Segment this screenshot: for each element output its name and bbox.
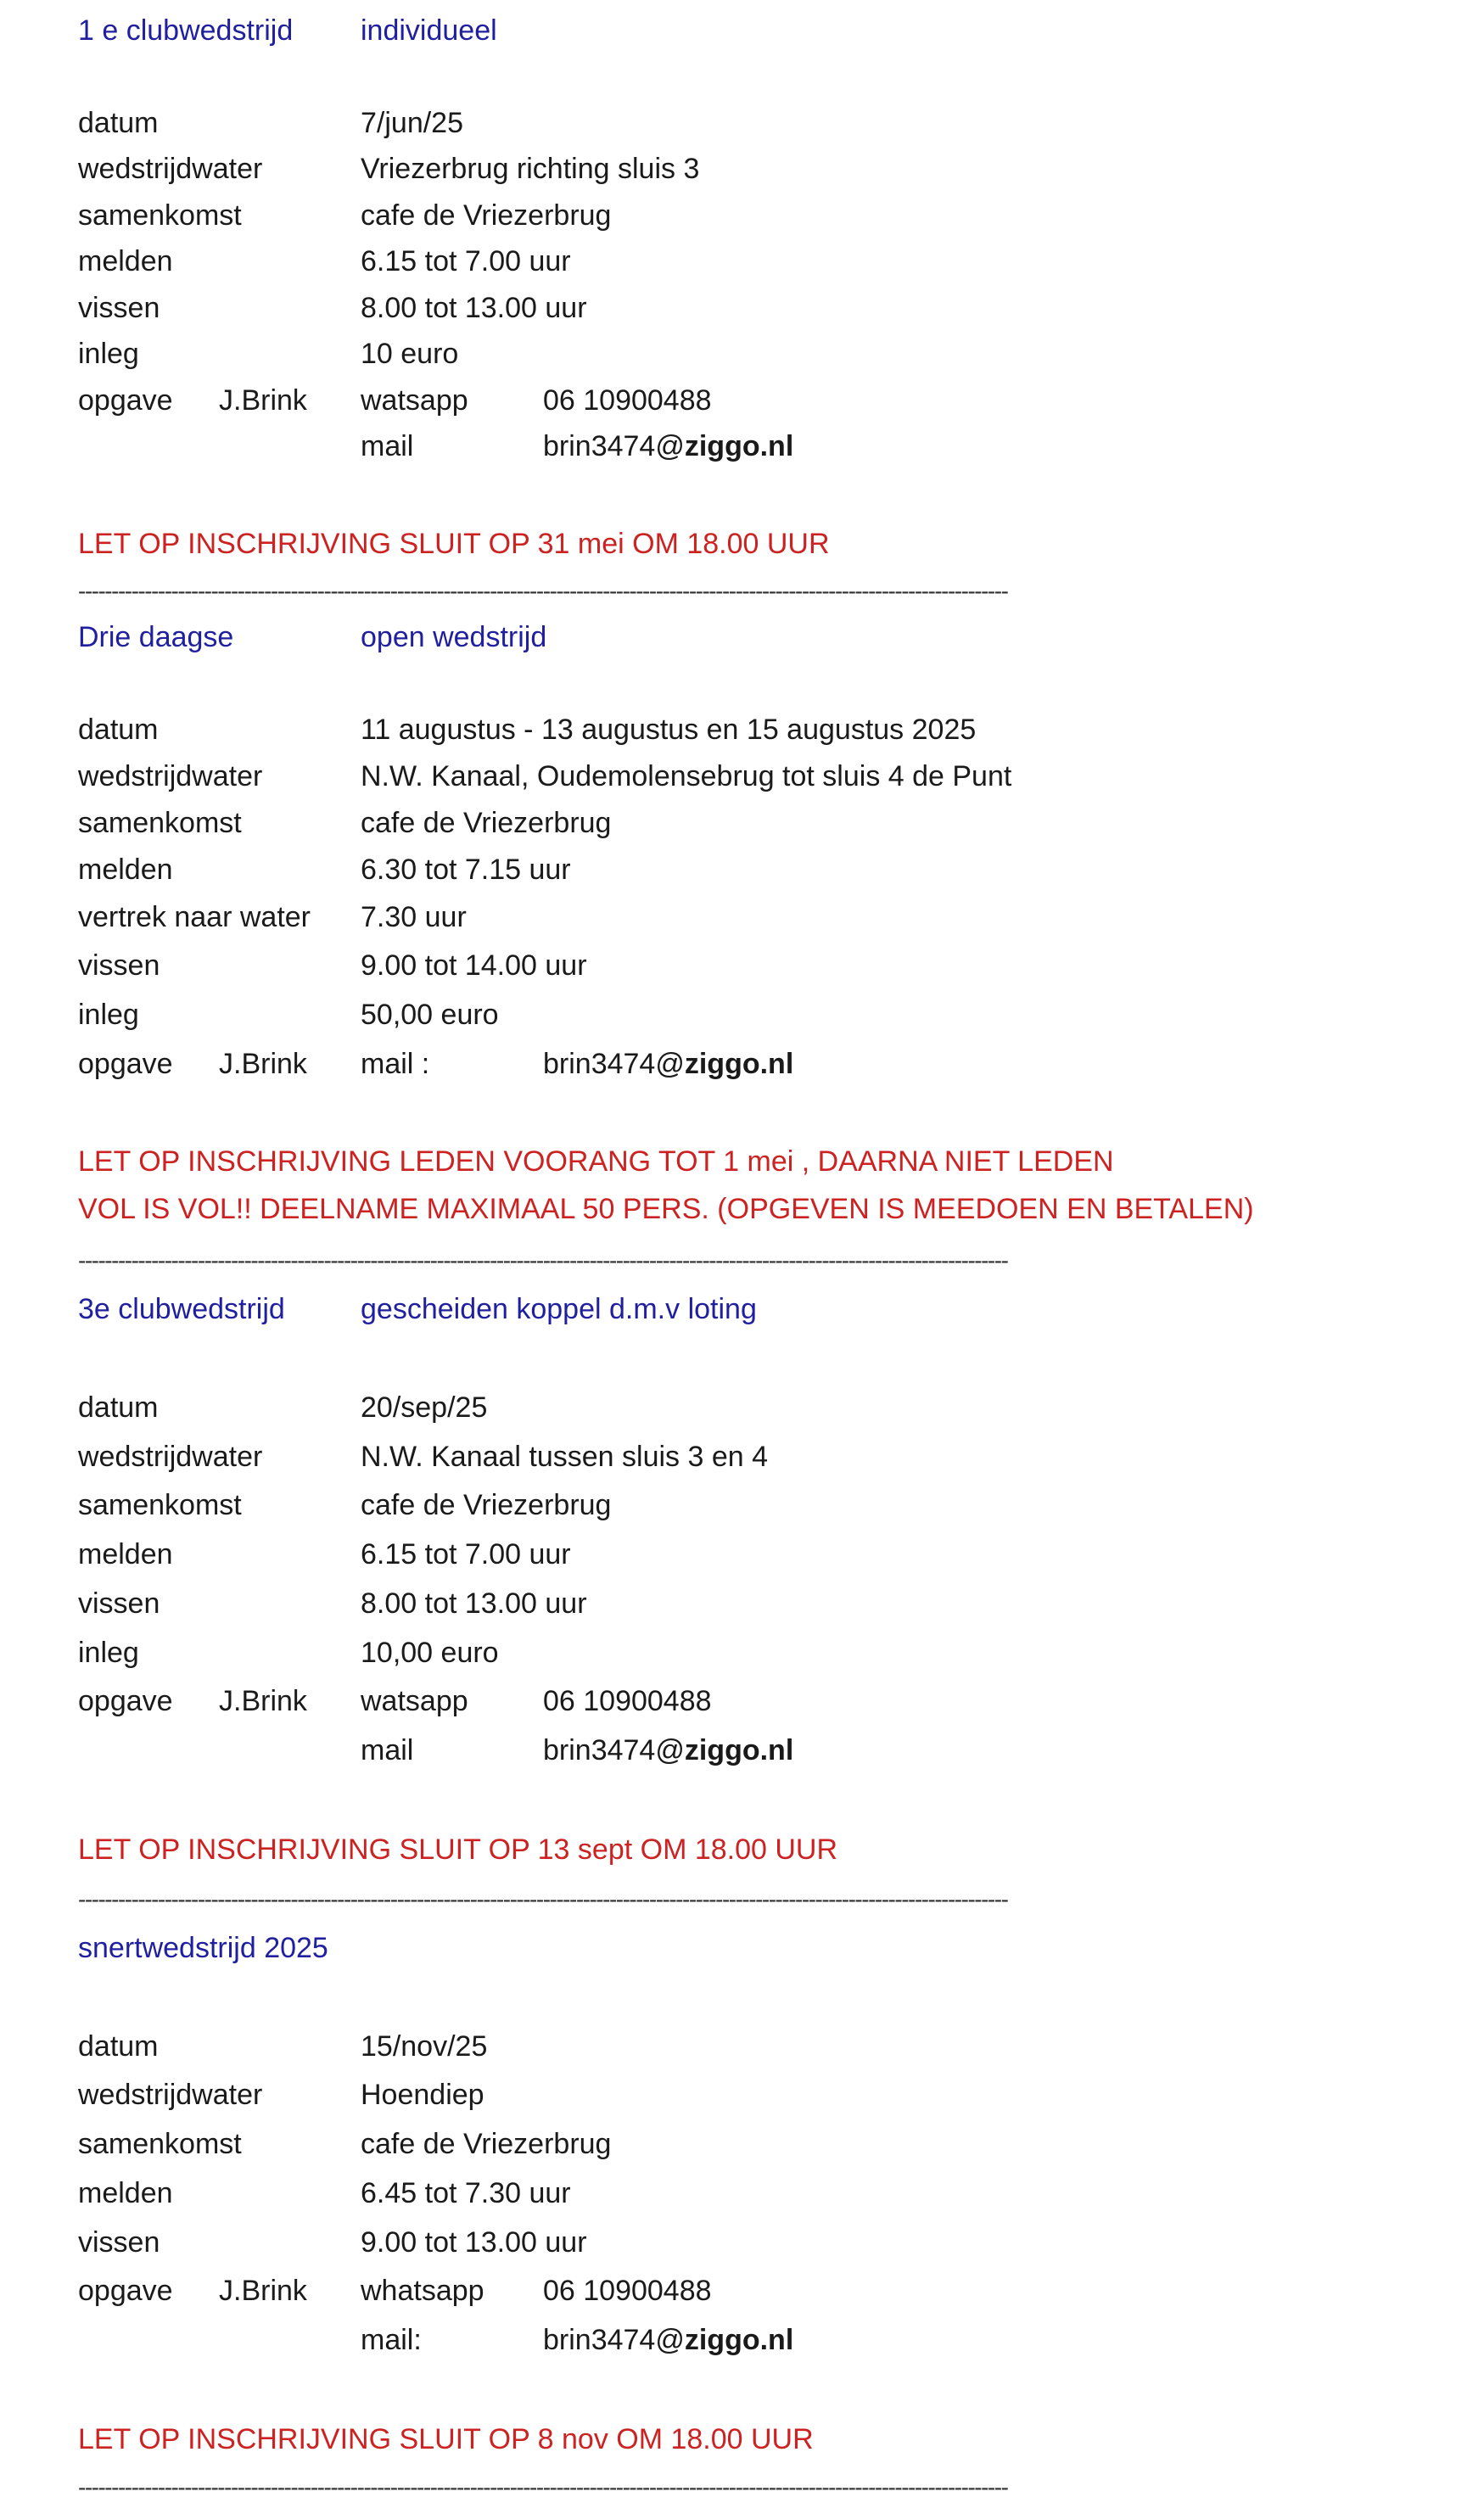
email-domain: ziggo.nl [684,2324,794,2356]
row-label: datum [78,2030,159,2063]
email-domain: ziggo.nl [684,1048,794,1080]
contact-type: watsapp [361,1685,468,1717]
row-value: cafe de Vriezerbrug [361,199,612,232]
contact-type: mail [361,430,414,462]
email-address[interactable] [543,1733,793,1767]
email-domain: ziggo.nl [684,430,794,462]
row-label: melden [78,245,173,277]
row-value: 15/nov/25 [361,2030,488,2063]
contact-name: J.Brink [219,1048,307,1080]
warning-text: VOL IS VOL!! DEELNAME MAXIMAAL 50 PERS. (OPGEVEN IS MEEDOEN EN BETALEN) [78,1193,1254,1225]
event-title: snertwedstrijd 2025 [78,1932,328,1964]
divider: -------------------------------------------------------------------------------------------------------------------------------------------- [78,1886,1008,1912]
row-value: Hoendiep [361,2079,484,2111]
row-label: vissen [78,292,160,324]
divider: -------------------------------------------------------------------------------------------------------------------------------------------- [78,578,1008,604]
event-title: 1 e clubwedstrijd [78,14,294,47]
row-value: 10 euro [361,338,459,370]
contact-type: mail : [361,1048,430,1080]
email-user: brin3474@ [543,2324,685,2356]
event-type: individueel [361,14,497,47]
row-value: 10,00 euro [361,1637,499,1669]
email-address[interactable] [543,429,793,463]
email-user: brin3474@ [543,1048,685,1080]
event-title: Drie daagse [78,621,234,653]
row-label: datum [78,107,159,139]
warning-text: LET OP INSCHRIJVING SLUIT OP 13 sept OM 18.00 UUR [78,1833,838,1866]
row-value: 9.00 tot 14.00 uur [361,949,587,982]
row-value: 6.30 tot 7.15 uur [361,854,571,886]
row-value: N.W. Kanaal tussen sluis 3 en 4 [361,1441,769,1473]
row-value: 11 augustus - 13 augustus en 15 augustus 2025 [361,714,977,746]
divider: -------------------------------------------------------------------------------------------------------------------------------------------- [78,2474,1008,2500]
row-label: vissen [78,1587,160,1620]
phone-number: 06 10900488 [543,1685,712,1717]
row-label: melden [78,2177,173,2209]
row-value: 8.00 tot 13.00 uur [361,292,587,324]
row-value: 9.00 tot 13.00 uur [361,2226,587,2259]
row-value: 6.15 tot 7.00 uur [361,1538,571,1570]
row-value: Vriezerbrug richting sluis 3 [361,153,700,185]
row-label: melden [78,1538,173,1570]
row-label: opgave [78,2275,173,2307]
row-value: cafe de Vriezerbrug [361,807,612,839]
row-label: opgave [78,384,173,417]
row-label: datum [78,1391,159,1424]
row-label: melden [78,854,173,886]
row-label: inleg [78,1637,139,1669]
contact-name: J.Brink [219,2275,307,2307]
event-title: 3e clubwedstrijd [78,1293,285,1325]
row-label: datum [78,714,159,746]
row-label: wedstrijdwater [78,2079,263,2111]
contact-name: J.Brink [219,1685,307,1717]
row-label: wedstrijdwater [78,153,263,185]
row-value: 7.30 uur [361,901,467,933]
event-type: open wedstrijd [361,621,547,653]
row-label: samenkomst [78,1489,242,1521]
row-value: 6.15 tot 7.00 uur [361,245,571,277]
row-label: vertrek naar water [78,901,311,933]
row-value: cafe de Vriezerbrug [361,1489,612,1521]
row-value: 6.45 tot 7.30 uur [361,2177,571,2209]
contact-name: J.Brink [219,384,307,417]
email-address[interactable] [543,1047,793,1081]
contact-type: whatsapp [361,2275,484,2307]
row-value: cafe de Vriezerbrug [361,2128,612,2160]
row-label: samenkomst [78,807,242,839]
row-label: vissen [78,949,160,982]
email-domain: ziggo.nl [684,1734,794,1766]
contact-type: watsapp [361,384,468,417]
row-label: vissen [78,2226,160,2259]
row-value: N.W. Kanaal, Oudemolensebrug tot sluis 4 de Punt [361,760,1012,792]
row-label: samenkomst [78,199,242,232]
email-user: brin3474@ [543,430,685,462]
row-value: 50,00 euro [361,999,499,1031]
warning-text: LET OP INSCHRIJVING SLUIT OP 8 nov OM 18.00 UUR [78,2423,814,2455]
row-label: wedstrijdwater [78,760,263,792]
phone-number: 06 10900488 [543,2275,712,2307]
row-label: inleg [78,999,139,1031]
contact-type: mail [361,1734,414,1766]
warning-text: LET OP INSCHRIJVING SLUIT OP 31 mei OM 18.00 UUR [78,528,830,560]
warning-text: LET OP INSCHRIJVING LEDEN VOORANG TOT 1 mei , DAARNA NIET LEDEN [78,1145,1114,1178]
row-label: wedstrijdwater [78,1441,263,1473]
email-user: brin3474@ [543,1734,685,1766]
row-label: opgave [78,1048,173,1080]
row-label: opgave [78,1685,173,1717]
row-value: 7/jun/25 [361,107,463,139]
event-type: gescheiden koppel d.m.v loting [361,1293,757,1325]
phone-number: 06 10900488 [543,384,712,417]
email-address[interactable] [543,2323,793,2357]
contact-type: mail: [361,2324,422,2356]
row-label: inleg [78,338,139,370]
row-label: samenkomst [78,2128,242,2160]
divider: -------------------------------------------------------------------------------------------------------------------------------------------- [78,1247,1008,1274]
row-value: 20/sep/25 [361,1391,488,1424]
row-value: 8.00 tot 13.00 uur [361,1587,587,1620]
